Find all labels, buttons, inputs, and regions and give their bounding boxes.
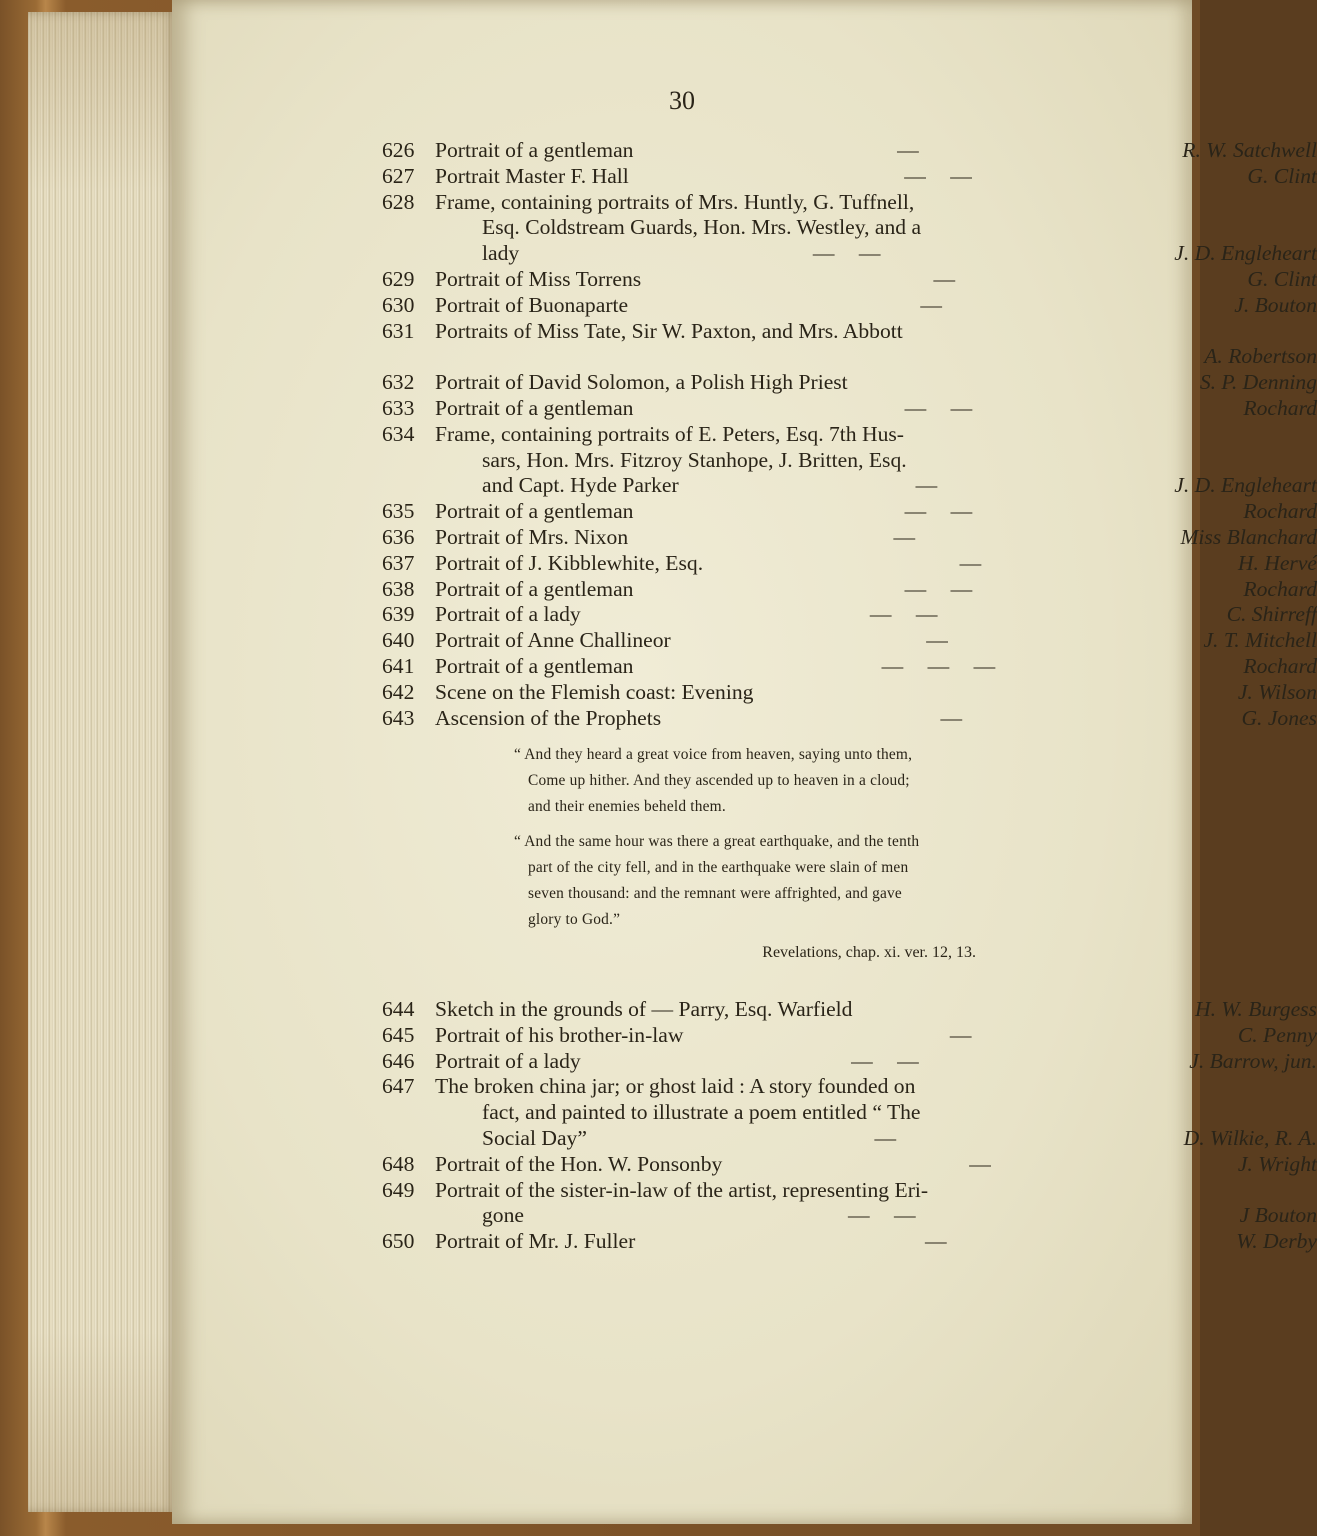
catalogue-page — [172, 0, 1317, 1524]
entry-title: Portrait of Mrs. Nixon — [435, 524, 629, 549]
entry-title: Portrait of the sister-in-law of the artist, representing Eri- — [435, 1177, 929, 1202]
entry-artist: J. D. Engleheart — [1174, 241, 1317, 266]
entry-body — [435, 1049, 1317, 1075]
quotation-line: and their enemies beheld them. — [528, 798, 726, 815]
entry-body — [435, 1074, 1317, 1151]
entry-body — [435, 319, 1317, 371]
entry-artist: D. Wilkie, R. A. — [1183, 1125, 1317, 1150]
separator-dash: — — [858, 241, 881, 266]
entry-title: Portrait of a gentleman — [435, 395, 634, 420]
separator-dash: — — [950, 576, 973, 601]
entry-body — [435, 164, 1317, 190]
entry-number: 632 — [382, 370, 415, 395]
entry-title: Portrait of the Hon. W. Ponsonby — [435, 1151, 723, 1176]
entry-title: Portrait of his brother-in-law — [435, 1022, 684, 1047]
entry-artist: H. Hervé — [1237, 550, 1317, 575]
entry-title-continued: Esq. Coldstream Guards, Hon. Mrs. Westley, and a — [482, 215, 922, 240]
entry-artist: J. Barrow, jun. — [1189, 1048, 1317, 1073]
leader-space — [633, 138, 1182, 164]
separator-dash: — — [904, 499, 927, 524]
entry-continuation — [435, 215, 1317, 241]
leader-space — [633, 396, 1243, 422]
leader-space — [703, 551, 1238, 577]
entry-artist: J. Wilson — [1237, 679, 1317, 704]
leader-space — [679, 473, 1175, 499]
entry-line — [435, 628, 1317, 654]
entry-line — [435, 499, 1317, 525]
entry-number: 630 — [382, 292, 415, 317]
entry-artist: J. Bouton — [1234, 292, 1317, 317]
entry-number: 626 — [382, 138, 415, 162]
quotation-paragraph — [486, 742, 1286, 820]
entry-line — [435, 164, 1317, 190]
entry-number: 645 — [382, 1022, 415, 1047]
separator-dash: — — [904, 395, 927, 420]
entry-line — [435, 190, 1317, 216]
separator-dash: — — [915, 602, 938, 627]
entry-artist: Miss Blanchard — [1180, 524, 1317, 549]
entry-artist: J. D. Engleheart — [1174, 473, 1317, 498]
catalogue-entry — [382, 319, 1317, 371]
separator-dash: — — [915, 473, 938, 498]
entry-body — [435, 1229, 1317, 1255]
entry-continuation — [435, 241, 1317, 267]
entry-title-continued: fact, and painted to illustrate a poem entitled “ The — [482, 1100, 921, 1125]
separator-dash: — — [869, 602, 892, 627]
entry-line — [435, 370, 1317, 396]
entry-title: Sketch in the grounds of — Parry, Esq. Warfield — [435, 997, 853, 1021]
entry-number: 627 — [382, 163, 415, 188]
entry-line — [435, 525, 1317, 551]
catalogue-entry — [382, 551, 1317, 577]
separator-dash: — — [924, 1229, 947, 1254]
quotation-citation: Revelations, chap. xi. ver. 12, 13. — [762, 944, 976, 961]
entry-artist: W. Derby — [1236, 1229, 1317, 1254]
separator-dash: — — [933, 266, 956, 291]
entry-line — [435, 138, 1317, 164]
entry-title: Portrait of a gentleman — [435, 653, 634, 678]
leader-space — [581, 602, 1227, 628]
leader-space — [633, 654, 1243, 680]
entry-title: Ascension of the Prophets — [435, 705, 662, 730]
separator-dash: — — [894, 1203, 916, 1228]
leader-space — [641, 267, 1247, 293]
entry-continuation — [435, 448, 1317, 474]
entry-line — [435, 422, 1317, 448]
separator-dash: — — [904, 576, 927, 601]
catalogue-entry — [382, 1074, 1317, 1151]
entry-number: 643 — [382, 705, 415, 730]
entry-title: Frame, containing portraits of Mrs. Huntly, G. Tuffnell, — [435, 189, 915, 214]
entry-line — [435, 997, 1317, 1023]
entry-artist: S. P. Denning — [1199, 370, 1317, 395]
entry-body — [435, 190, 1317, 267]
entry-continuation — [435, 473, 1317, 499]
entry-number: 638 — [382, 576, 415, 601]
entry-line — [435, 1229, 1317, 1255]
catalogue-entry — [382, 706, 1317, 732]
entry-title: Scene on the Flemish coast: Evening — [435, 679, 754, 704]
entry-line — [435, 680, 1317, 706]
entry-title-continued: gone — [482, 1203, 524, 1228]
catalogue-entry — [382, 577, 1317, 603]
separator-dash: — — [950, 163, 972, 188]
entry-number: 633 — [382, 395, 415, 420]
catalogue-entry — [382, 654, 1317, 680]
leader-space — [628, 293, 1234, 319]
catalogue-entries-top — [382, 138, 1317, 731]
entry-line — [435, 319, 1317, 345]
entry-line — [435, 1023, 1317, 1049]
entry-title: Portrait of a lady — [435, 1048, 581, 1073]
entry-line — [435, 396, 1317, 422]
catalogue-entry — [382, 293, 1317, 319]
entry-body — [435, 706, 1317, 732]
entry-line — [435, 654, 1317, 680]
separator-dash: — — [973, 653, 996, 678]
separator-dash: — — [897, 138, 919, 162]
catalogue-entry — [382, 997, 1317, 1023]
catalogue-entry — [382, 396, 1317, 422]
entry-title: Portraits of Miss Tate, Sir W. Paxton, and Mrs. Abbott — [435, 318, 903, 343]
entry-line — [435, 1152, 1317, 1178]
page-number: 30 — [669, 86, 695, 115]
leader-space — [587, 1126, 1184, 1152]
entry-continuation — [435, 1100, 1317, 1126]
quotation-line: seven thousand: and the remnant were affrighted, and gave — [528, 885, 902, 902]
entry-body — [435, 525, 1317, 551]
separator-dash: — — [920, 292, 942, 317]
entry-body — [435, 138, 1317, 164]
separator-dash: — — [893, 524, 916, 549]
catalogue-entry — [382, 1152, 1317, 1178]
entry-number: 634 — [382, 421, 415, 446]
entry-number: 646 — [382, 1048, 415, 1073]
entry-title: Frame, containing portraits of E. Peters, Esq. 7th Hus- — [435, 421, 904, 446]
entry-body — [435, 997, 1317, 1023]
leader-space — [633, 577, 1243, 603]
catalogue-entry — [382, 525, 1317, 551]
leader-space — [722, 1152, 1237, 1178]
entry-number: 629 — [382, 266, 415, 291]
entry-title: Portrait of Miss Torrens — [435, 266, 642, 291]
catalogue-entry — [382, 164, 1317, 190]
entry-title-continued: and Capt. Hyde Parker — [482, 473, 679, 498]
entry-number: 649 — [382, 1177, 415, 1202]
catalogue-entry — [382, 370, 1317, 396]
entry-artist: G. Clint — [1247, 163, 1317, 188]
catalogue-entry — [382, 628, 1317, 654]
catalogue-entry — [382, 602, 1317, 628]
entry-artist: J. Wright — [1237, 1151, 1317, 1176]
entry-artist: C. Shirreff — [1226, 602, 1317, 627]
entry-line — [435, 602, 1317, 628]
leader-space — [519, 241, 1174, 267]
separator-dash: — — [927, 653, 950, 678]
entry-artist: Rochard — [1243, 653, 1317, 678]
entry-artist: Rochard — [1243, 576, 1317, 601]
entry-title: Portrait of a gentleman — [435, 499, 634, 524]
entry-body — [435, 293, 1317, 319]
entry-body — [435, 654, 1317, 680]
entry-title-continued: sars, Hon. Mrs. Fitzroy Stanhope, J. Britten, Esq. — [482, 447, 907, 472]
entry-number: 647 — [382, 1074, 415, 1099]
entry-number: 648 — [382, 1151, 415, 1176]
separator-dash: — — [969, 1151, 991, 1176]
separator-dash: — — [812, 241, 835, 266]
separator-dash: — — [950, 395, 973, 420]
catalogue-entry — [382, 138, 1317, 164]
entry-line — [435, 1074, 1317, 1100]
entry-body — [435, 1023, 1317, 1049]
entry-title: Portrait Master F. Hall — [435, 163, 629, 188]
entry-title: Portrait of Anne Challineor — [435, 628, 671, 653]
quotation-paragraph — [486, 829, 1286, 933]
entry-number: 639 — [382, 602, 415, 627]
entry-artist: R. W. Satchwell — [1182, 138, 1317, 162]
entry-number: 631 — [382, 318, 415, 343]
entry-title: Portrait of J. Kibblewhite, Esq. — [435, 550, 704, 575]
scripture-quotation — [486, 742, 1286, 942]
entry-body — [435, 551, 1317, 577]
entry-number: 642 — [382, 679, 415, 704]
entry-artist: J. T. Mitchell — [1203, 628, 1317, 653]
quotation-line: Come up hither. And they ascended up to heaven in a cloud; — [528, 772, 910, 789]
quotation-line: part of the city fell, and in the earthquake were slain of men — [528, 859, 909, 876]
entry-body — [435, 1178, 1317, 1230]
entry-artist: Rochard — [1243, 395, 1317, 420]
entry-artist: J Bouton — [1239, 1203, 1317, 1228]
entry-number: 636 — [382, 524, 415, 549]
leader-space — [581, 1049, 1190, 1075]
entry-body — [435, 577, 1317, 603]
entry-artist: H. W. Burgess — [1195, 997, 1317, 1021]
entry-title-continued: Social Day” — [482, 1125, 587, 1150]
entry-artist: Rochard — [1243, 499, 1317, 524]
catalogue-entry — [382, 422, 1317, 499]
entry-number: 637 — [382, 550, 415, 575]
catalogue-entry — [382, 680, 1317, 706]
entry-artist: G. Clint — [1247, 266, 1317, 291]
entry-title-continued: lady — [482, 241, 520, 266]
quotation-line: “ And they heard a great voice from heaven, saying unto them, — [514, 746, 913, 763]
entry-title: Portrait of David Solomon, a Polish High Priest — [435, 370, 848, 395]
quotation-line: glory to God.” — [528, 911, 621, 928]
separator-dash: — — [897, 1048, 919, 1073]
entry-artist-line — [435, 344, 1317, 370]
entry-title: Portrait of a gentleman — [435, 576, 634, 601]
separator-dash: — — [881, 653, 904, 678]
entry-title: Portrait of a gentleman — [435, 138, 634, 162]
separator-dash: — — [940, 705, 963, 730]
entry-body — [435, 370, 1317, 396]
entry-artist: C. Penny — [1237, 1022, 1317, 1047]
entry-continuation — [435, 1203, 1317, 1229]
catalogue-entry — [382, 499, 1317, 525]
catalogue-entry — [382, 1178, 1317, 1230]
entry-line — [435, 577, 1317, 603]
entry-body — [435, 680, 1317, 706]
entry-body — [435, 499, 1317, 525]
entry-body — [435, 602, 1317, 628]
catalogue-entry — [382, 267, 1317, 293]
leader-space — [633, 499, 1243, 525]
separator-dash: — — [874, 1125, 897, 1150]
separator-dash: — — [949, 1022, 972, 1047]
entry-continuation — [435, 1126, 1317, 1152]
entry-line — [435, 551, 1317, 577]
quotation-line: “ And the same hour was there a great earthquake, and the tenth — [514, 833, 920, 850]
entry-title: Portrait of Mr. J. Fuller — [435, 1229, 636, 1254]
entry-number: 640 — [382, 628, 415, 653]
entry-body — [435, 422, 1317, 499]
catalogue-entries-bottom — [382, 997, 1317, 1255]
catalogue-entry — [382, 1229, 1317, 1255]
separator-dash: — — [926, 628, 948, 653]
entry-line — [435, 706, 1317, 732]
leader-space — [635, 1229, 1236, 1255]
entry-body — [435, 1152, 1317, 1178]
entry-title: The broken china jar; or ghost laid : A story founded on — [435, 1074, 916, 1099]
entry-line — [435, 267, 1317, 293]
leader-space — [524, 1203, 1240, 1229]
entry-title: Portrait of a lady — [435, 602, 581, 627]
entry-body — [435, 396, 1317, 422]
entry-artist: G. Jones — [1241, 705, 1317, 730]
entry-artist: A. Robertson — [1204, 344, 1317, 369]
entry-line — [435, 1049, 1317, 1075]
entry-body — [435, 628, 1317, 654]
entry-number: 641 — [382, 653, 415, 678]
leader-space — [671, 628, 1204, 654]
entry-title: Portrait of Buonaparte — [435, 292, 629, 317]
entry-line — [435, 1178, 1317, 1204]
separator-dash: — — [904, 163, 926, 188]
entry-number: 644 — [382, 997, 415, 1021]
leader-space — [683, 1023, 1237, 1049]
separator-dash: — — [848, 1203, 870, 1228]
entry-line — [435, 293, 1317, 319]
separator-dash: — — [959, 550, 982, 575]
catalogue-entry — [382, 1023, 1317, 1049]
catalogue-entry — [382, 1049, 1317, 1075]
entry-body — [435, 267, 1317, 293]
entry-number: 628 — [382, 189, 415, 214]
book-page-edges — [28, 12, 176, 1512]
entry-number: 650 — [382, 1229, 415, 1254]
catalogue-entry — [382, 190, 1317, 267]
leader-space — [661, 706, 1241, 732]
leader-space — [629, 164, 1248, 190]
leader-space — [628, 525, 1180, 551]
separator-dash: — — [851, 1048, 873, 1073]
separator-dash: — — [950, 499, 973, 524]
entry-number: 635 — [382, 499, 415, 524]
